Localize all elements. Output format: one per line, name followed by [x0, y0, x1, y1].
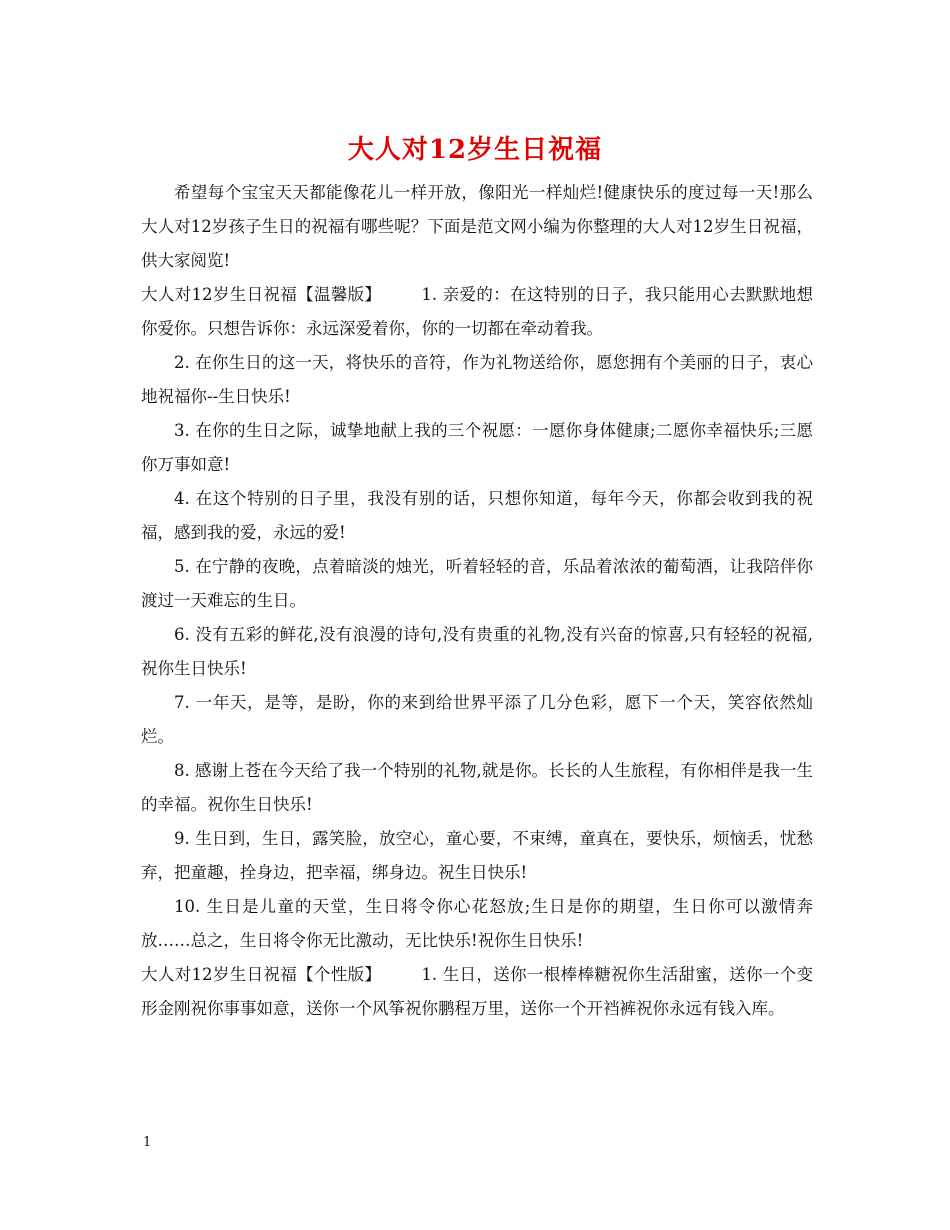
list-item: 7. 一年天，是等，是盼，你的来到给世界平添了几分色彩，愿下一个天，笑容依然灿烂。: [141, 693, 813, 746]
list-item: 8. 感谢上苍在今天给了我一个特别的礼物,就是你。长长的人生旅程，有你相伴是我一生的幸福。祝你生日快乐!: [141, 761, 813, 814]
section-1-line: [141, 278, 813, 346]
page-title: 大人对12岁生日祝福: [347, 135, 603, 165]
section-2-heading: 大人对12岁生日祝福【个性版】: [141, 965, 382, 984]
list-item: 1. 生日，送你一根棒棒糖祝你生活甜蜜，送你一个变形金刚祝你事事如意，送你一个风筝祝你鹏程万里，送你一个开裆裤祝你永远有钱入库。: [141, 965, 813, 1018]
list-item: 1. 亲爱的：在这特别的日子，我只能用心去默默地想你爱你。只想告诉你：永远深爱着你，你的一切都在牵动着我。: [141, 285, 813, 338]
list-item: 10. 生日是儿童的天堂，生日将令你心花怒放;生日是你的期望，生日你可以激情奔放……总之，生日将令你无比激动，无比快乐!祝你生日快乐!: [141, 897, 813, 950]
list-item: 5. 在宁静的夜晚，点着暗淡的烛光，听着轻轻的音，乐品着浓浓的葡萄酒，让我陪伴你渡过一天难忘的生日。: [141, 557, 813, 610]
list-item: 3. 在你的生日之际，诚挚地献上我的三个祝愿：一愿你身体健康;二愿你幸福快乐;三愿你万事如意!: [141, 421, 813, 474]
section-2-line: [141, 958, 813, 1026]
document-body: [141, 176, 813, 1026]
list-item: 4. 在这个特别的日子里，我没有别的话，只想你知道，每年今天，你都会收到我的祝福，感到我的爱，永远的爱!: [141, 489, 813, 542]
page-number: 1: [143, 1135, 152, 1150]
section-1-heading: 大人对12岁生日祝福【温馨版】: [141, 285, 382, 304]
list-item: 6. 没有五彩的鲜花,没有浪漫的诗句,没有贵重的礼物,没有兴奋的惊喜,只有轻轻的祝福,祝你生日快乐!: [141, 625, 813, 678]
list-item: 9. 生日到，生日，露笑脸，放空心，童心要，不束缚，童真在，要快乐，烦恼丢，忧愁弃，把童趣，拴身边，把幸福，绑身边。祝生日快乐!: [141, 829, 813, 882]
list-item: 2. 在你生日的这一天，将快乐的音符，作为礼物送给你，愿您拥有个美丽的日子，衷心地祝福你--生日快乐!: [141, 353, 813, 406]
intro-paragraph: 希望每个宝宝天天都能像花儿一样开放，像阳光一样灿烂!健康快乐的度过每一天!那么大人对12岁孩子生日的祝福有哪些呢？下面是范文网小编为你整理的大人对12岁生日祝福，供大家阅览!: [141, 183, 813, 270]
